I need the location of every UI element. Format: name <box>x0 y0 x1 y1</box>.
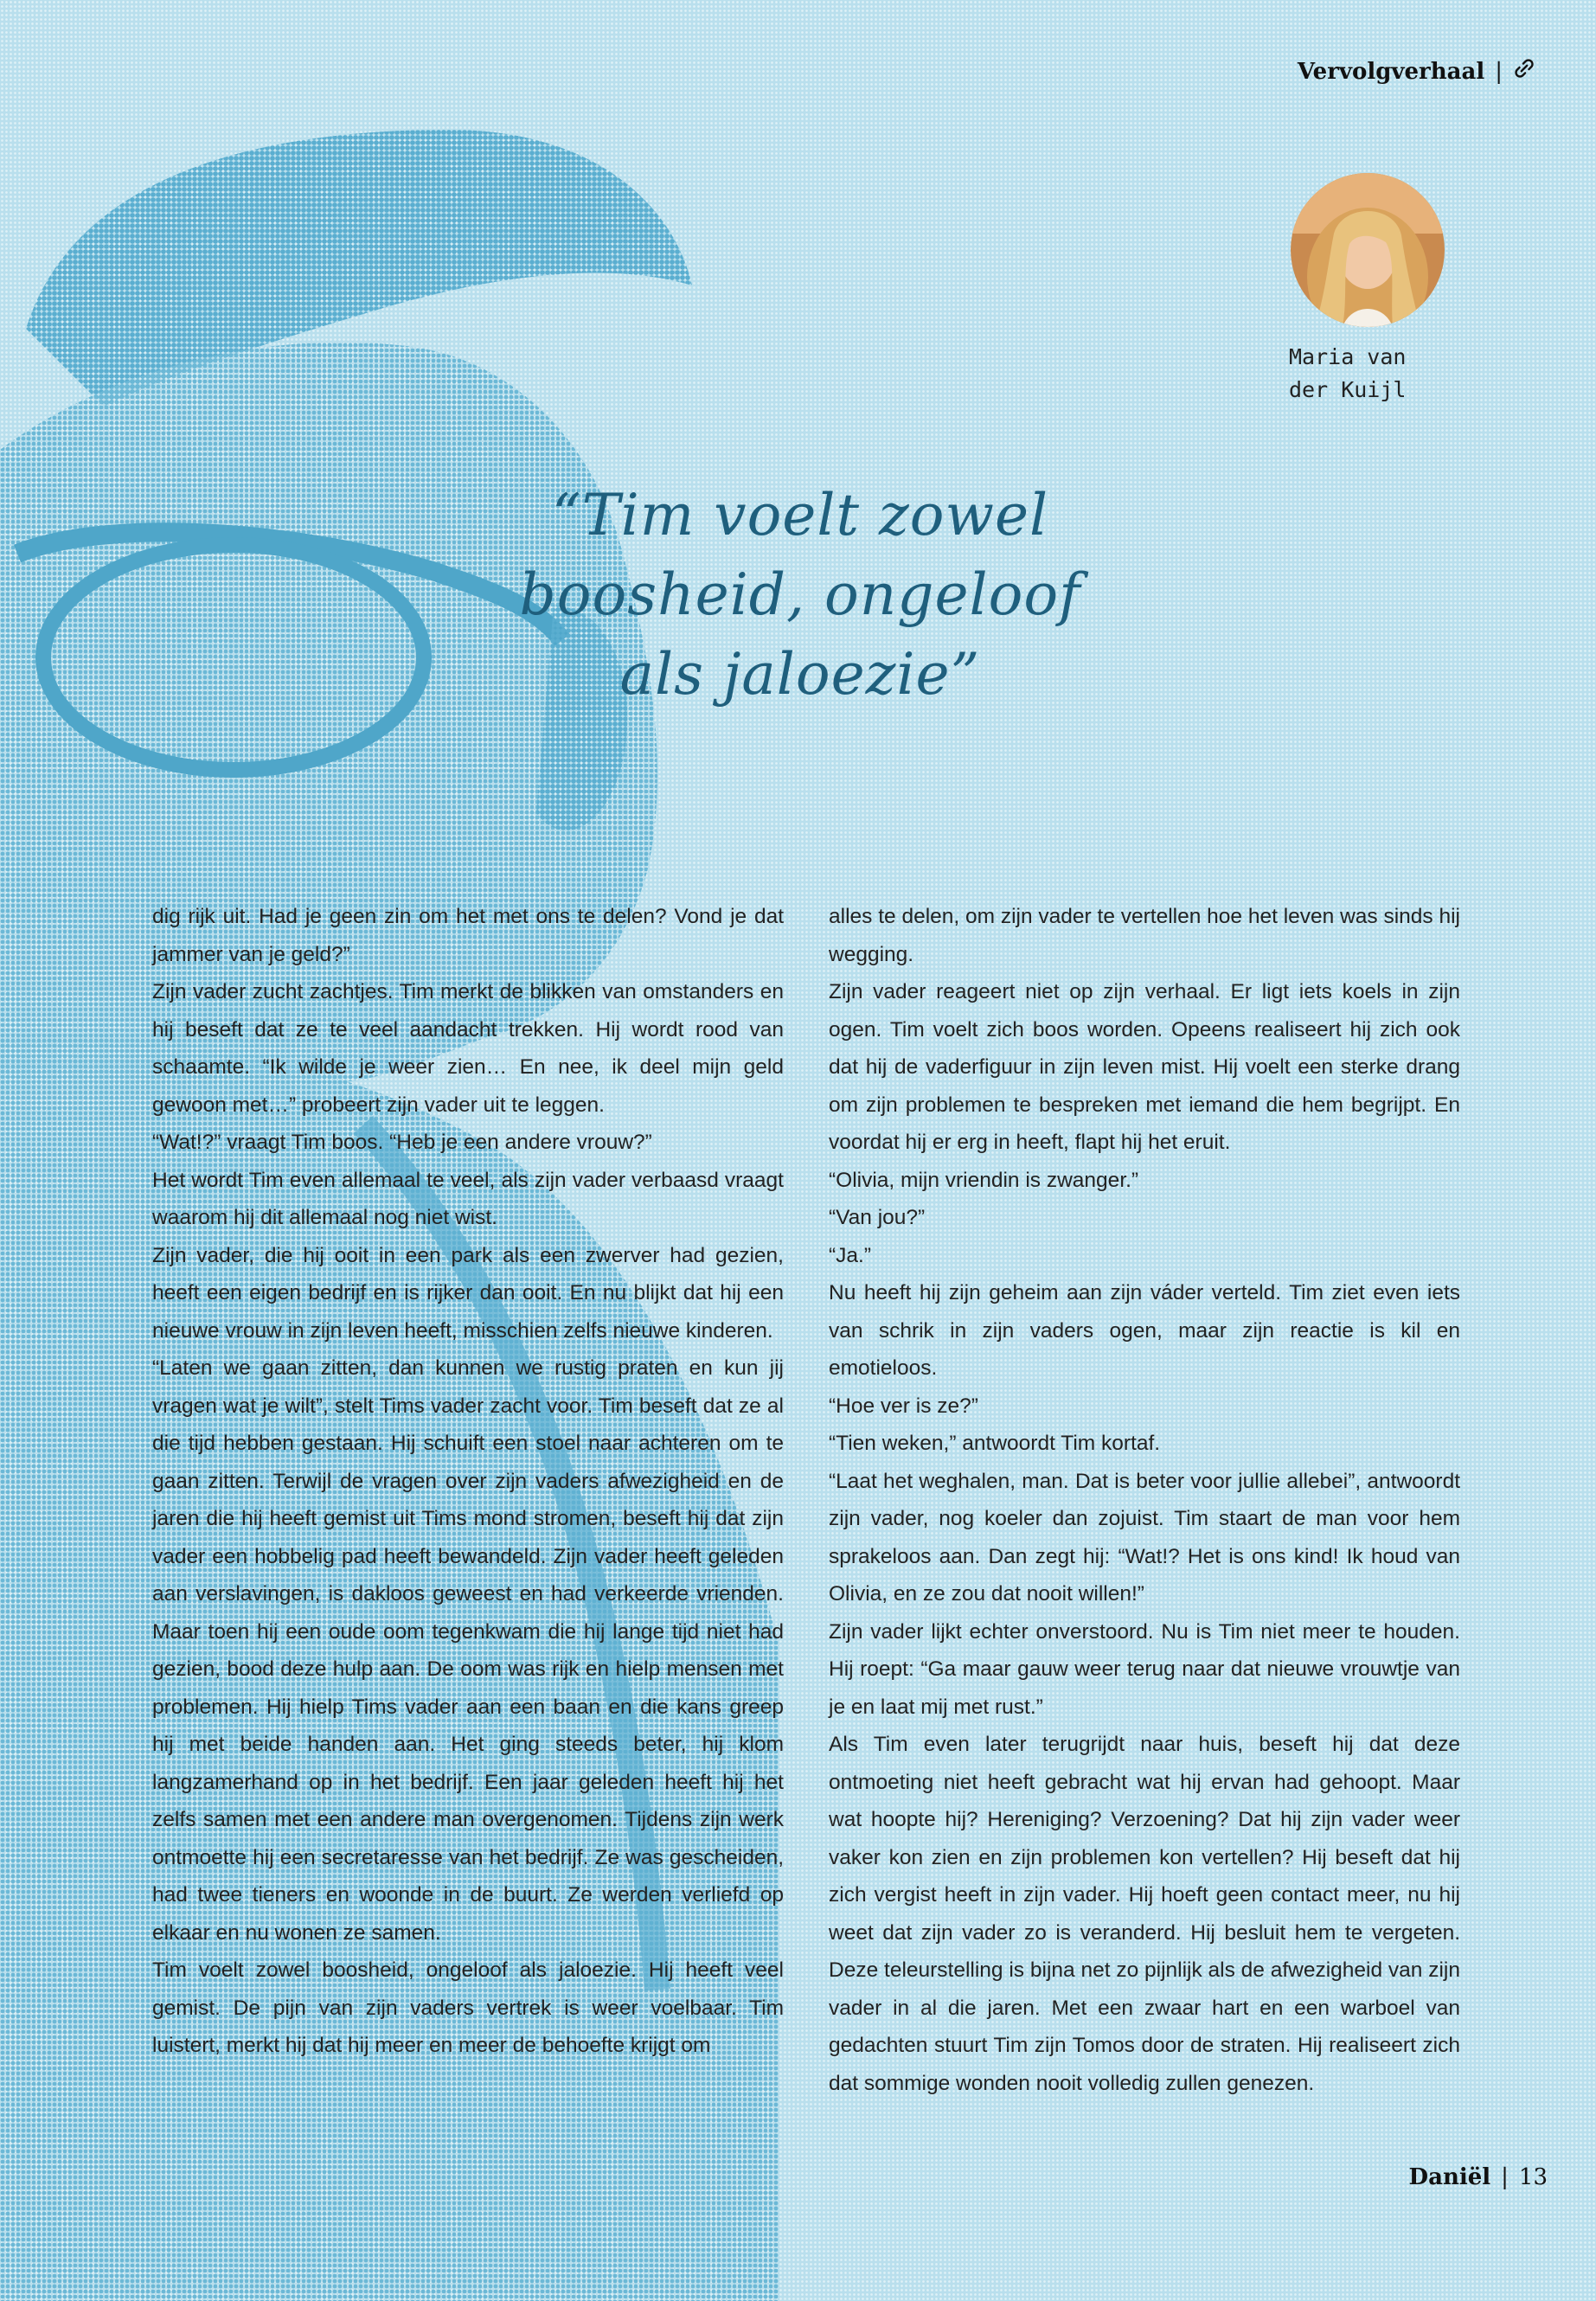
paragraph: “Tien weken,” antwoordt Tim kortaf. <box>829 1432 1161 1455</box>
author-name <box>1289 341 1479 407</box>
paragraph: “Van jou?” <box>829 1206 926 1229</box>
pull-quote-line1: “Tim voelt zowel <box>551 482 1049 548</box>
paragraph: “Laat het weghalen, man. Dat is beter voor jullie allebei”, antwoordt zijn vader, nog koeler dan zojuist. Tim staart de man voor hem sprakeloos aan. Dan zegt hij: “Wat!? Het is ons kind! Ik houd van Olivia, en ze zou dat nooit willen!” <box>829 1469 1460 1606</box>
link-icon <box>1513 57 1535 86</box>
paragraph: Het wordt Tim even allemaal te veel, als zijn vader verbaasd vraagt waarom hij dit allemaal nog niet wist. <box>152 1168 784 1229</box>
footer-separator: | <box>1501 2164 1509 2190</box>
header-separator: | <box>1495 58 1503 85</box>
pull-quote-line3: als jaloezie” <box>619 641 981 708</box>
paragraph: Nu heeft hij zijn geheim aan zijn váder verteld. Tim ziet even iets van schrik in zijn vaders ogen, maar zijn reactie is kil en emotieloos. <box>829 1281 1460 1380</box>
paragraph: Tim voelt zowel boosheid, ongeloof als jaloezie. Hij heeft veel gemist. De pijn van zijn vaders vertrek is weer voelbaar. Tim luistert, merkt hij dat hij meer en meer de behoefte krijgt om <box>152 1958 784 2057</box>
paragraph: “Hoe ver is ze?” <box>829 1394 978 1418</box>
magazine-name: Daniël <box>1408 2164 1491 2190</box>
pull-quote <box>398 476 1202 715</box>
section-title: Vervolgverhaal <box>1297 58 1485 85</box>
paragraph: Als Tim even later terugrijdt naar huis, beseft hij dat deze ontmoeting niet heeft gebracht wat hij ervan had gehoopt. Maar wat hoopte hij? Hereniging? Verzoening? Dat hij zijn vader weer vaker kon zien en zijn problemen kon vertellen? Hij beseft dat hij zich vergist heeft in zijn vader. Hij hoeft geen contact meer, nu hij weet dat zijn vader zo is veranderd. Hij besluit hem te vergeten. Deze teleurstelling is bijna net zo pijnlijk als de afwezigheid van zijn vader in al die jaren. Met een zwaar hart en een warboel van gedachten stuurt Tim zijn Tomos door de straten. Hij realiseert zich dat sommige wonden nooit volledig zullen genezen. <box>829 1733 1460 2095</box>
paragraph: “Ja.” <box>829 1243 871 1267</box>
author-photo <box>1291 173 1445 327</box>
paragraph: “Wat!?” vraagt Tim boos. “Heb je een andere vrouw?” <box>152 1131 652 1154</box>
author-name-line1: Maria van <box>1289 344 1407 369</box>
paragraph: Zijn vader zucht zachtjes. Tim merkt de blikken van omstanders en hij beseft dat ze te veel aandacht trekken. Hij wordt rood van schaamte. “Ik wilde je weer zien… En nee, ik deel mijn geld gewoon met…” probeert zijn vader uit te leggen. <box>152 980 784 1117</box>
section-header <box>1298 57 1535 86</box>
article-column-left <box>152 898 784 2102</box>
article-column-right <box>829 898 1460 2102</box>
author-name-line2: der Kuijl <box>1289 377 1407 402</box>
paragraph: “Olivia, mijn vriendin is zwanger.” <box>829 1168 1139 1192</box>
paragraph: dig rijk uit. Had je geen zin om het met ons te delen? Vond je dat jammer van je geld?” <box>152 905 784 966</box>
paragraph: Zijn vader, die hij ooit in een park als een zwerver had gezien, heeft een eigen bedrijf en is rijker dan ooit. En nu blijkt dat hij een nieuwe vrouw in zijn leven heeft, misschien zelfs nieuwe kinderen. <box>152 1243 784 1343</box>
paragraph: Zijn vader lijkt echter onverstoord. Nu is Tim niet meer te houden. Hij roept: “Ga maar gauw weer terug naar dat nieuwe vrouwtje van je en laat mij met rust.” <box>829 1619 1460 1719</box>
page-number: 13 <box>1518 2164 1548 2190</box>
page-footer <box>1409 2164 1548 2190</box>
pull-quote-line2: boosheid, ongeloof <box>519 561 1081 628</box>
article-body <box>152 898 1460 2102</box>
paragraph: Zijn vader reageert niet op zijn verhaal. Er ligt iets koels in zijn ogen. Tim voelt zich boos worden. Opeens realiseert hij zich ook dat hij de vaderfiguur in zijn leven mist. Hij voelt een sterke drang om zijn problemen te bespreken met iemand die hem begrijpt. En voordat hij er erg in heeft, flapt hij het eruit. <box>829 980 1460 1154</box>
paragraph: “Laten we gaan zitten, dan kunnen we rustig praten en kun jij vragen wat je wilt”, stelt Tims vader zacht voor. Tim beseft dat ze al die tijd hebben gestaan. Hij schuift een stoel naar achteren om te gaan zitten. Terwijl de vragen over zijn vaders afwezigheid en de jaren die hij heeft gemist uit Tims mond stromen, beseft hij dat zijn vader een hobbelig pad heeft bewandeld. Zijn vader heeft geleden aan verslavingen, is dakloos geweest en had verkeerde vrienden. Maar toen hij een oude oom tegenkwam die hij lange tijd niet had gezien, bood deze hulp aan. De oom was rijk en hielp mensen met problemen. Hij hielp Tims vader aan een baan en die kans greep hij met beide handen aan. Het ging steeds beter, hij klom langzamerhand op in het bedrijf. Een jaar geleden heeft hij het zelfs samen met een andere man overgenomen. Tijdens zijn werk ontmoette hij een secretaresse van het bedrijf. Ze was gescheiden, had twee tieners en woonde in de buurt. Ze werden verliefd op elkaar en nu wonen ze samen. <box>152 1356 784 1945</box>
paragraph: alles te delen, om zijn vader te vertellen hoe het leven was sinds hij wegging. <box>829 905 1460 966</box>
